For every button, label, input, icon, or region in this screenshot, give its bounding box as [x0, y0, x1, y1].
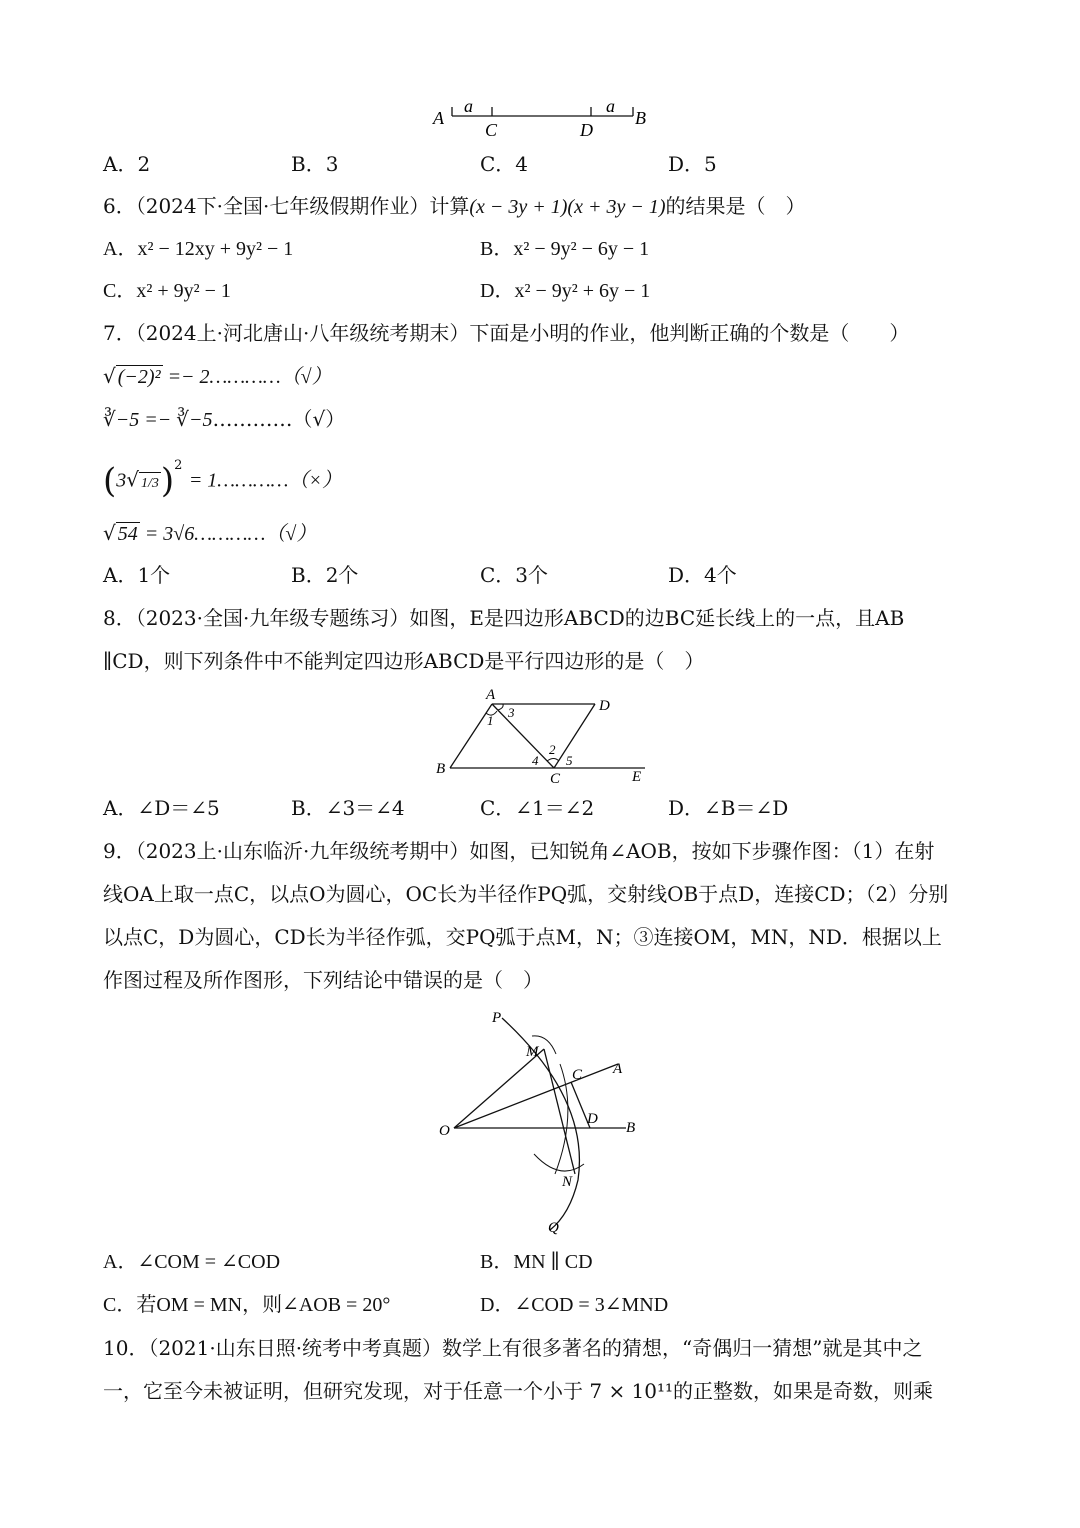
label-a-length-1: a	[464, 96, 473, 116]
q6-stem-pre: 6．（2024下·全国·七年级假期作业）计算	[103, 194, 470, 218]
q7-stem: 7．（2024上·河北唐山·八年级统考期末）下面是小明的作业，他判断正确的个数是（ ）	[103, 321, 910, 345]
fig9-label-m: M	[526, 1044, 539, 1060]
q7-row-4-radicand: 54	[117, 523, 138, 545]
q7-row-1	[103, 362, 332, 391]
q6-option-a[interactable]: A．x² − 12xy + 9y² − 1	[103, 238, 294, 260]
q7-row-3-rest: = 1…………（×）	[188, 469, 342, 492]
q9-stem-line-2: 线OA上取一点C，以点O为圆心，OC长为半径作PQ弧，交射线OB于点D，连接CD；（2）分别	[103, 882, 949, 906]
fig8-angle-1: 1	[487, 713, 494, 728]
q5-option-c[interactable]: C．4	[480, 152, 529, 176]
fig8-label-c: C	[550, 771, 561, 787]
fig9-label-p: P	[492, 1010, 502, 1026]
q8-stem-line-2: ∥CD，则下列条件中不能判定四边形ABCD是平行四边形的是（ ）	[103, 649, 705, 673]
q7-option-a[interactable]: A．1个	[103, 563, 171, 587]
fig9-label-b: B	[626, 1120, 636, 1136]
fig9-label-q: Q	[548, 1220, 559, 1236]
q9-option-b[interactable]: B．MN ∥ CD	[480, 1251, 593, 1273]
q9-stem-line-4: 作图过程及所作图形，下列结论中错误的是（ ）	[103, 968, 543, 992]
q10-stem-line-2: 一，它至今未被证明，但研究发现，对于任意一个小于 7 × 10¹¹的正整数，如果是奇数，则乘	[103, 1379, 934, 1403]
q7-row-4-rest: = 3√6…………（√）	[139, 523, 317, 545]
q7-row-2	[103, 405, 345, 434]
q7-row-1-rest: =− 2…………（√）	[162, 366, 332, 388]
sqrt-icon: √	[126, 467, 140, 492]
q7-row-3	[103, 458, 342, 502]
q5-option-d[interactable]: D．5	[668, 152, 717, 176]
q7-option-b[interactable]: B．2个	[291, 563, 359, 587]
fig8-label-e: E	[632, 769, 642, 785]
fig9-label-d: D	[587, 1111, 598, 1127]
fig8-angle-3: 3	[508, 705, 515, 720]
q10-stem-line-1: 10．（2021·山东日照·统考中考真题）数学上有很多著名的猜想，“奇偶归一猜想”就是其中之	[103, 1336, 923, 1360]
q8-option-a[interactable]: A．∠D＝∠5	[103, 796, 220, 820]
open-paren-icon: (	[103, 461, 117, 502]
q6-option-c[interactable]: C．x² + 9y² − 1	[103, 280, 231, 302]
q8-option-c[interactable]: C．∠1＝∠2	[480, 796, 595, 820]
label-c-point: C	[485, 120, 498, 140]
fig8-label-d: D	[599, 698, 610, 714]
q6-stem-post: 的结果是（ ）	[665, 194, 806, 218]
sqrt-icon: √	[103, 364, 116, 388]
q6-option-b[interactable]: B．x² − 9y² − 6y − 1	[480, 238, 650, 260]
q5-option-a[interactable]: A．2	[103, 152, 151, 176]
fig9-label-a: A	[613, 1061, 623, 1077]
q5-option-b[interactable]: B．3	[291, 152, 339, 176]
label-b-point: B	[635, 108, 646, 128]
label-a-point: A	[433, 108, 444, 128]
q7-row-4	[103, 519, 316, 548]
q8-option-d[interactable]: D．∠B＝∠D	[668, 796, 789, 820]
q7-row-2-rest: …………（√）	[212, 407, 346, 431]
q7-row-3-coef: 3	[116, 469, 127, 492]
q9-option-c[interactable]: C．若OM = MN，则∠AOB = 20°	[103, 1294, 391, 1316]
fig8-label-b: B	[436, 761, 446, 777]
q8-option-b[interactable]: B．∠3＝∠4	[291, 796, 405, 820]
q6-option-d[interactable]: D．x² − 9y² + 6y − 1	[480, 280, 651, 302]
q9-option-a[interactable]: A．∠COM = ∠COD	[103, 1251, 281, 1273]
fig8-angle-2: 2	[549, 742, 556, 757]
parallelogram-figure	[430, 684, 660, 788]
q7-row-3-frac: 1/3	[139, 472, 161, 495]
fig8-label-a: A	[486, 687, 496, 703]
label-d-point: D	[580, 120, 593, 140]
fig8-angle-5: 5	[566, 753, 573, 768]
segment-figure	[425, 96, 665, 144]
square-exponent-icon: 2	[174, 458, 183, 473]
fig8-angle-4: 4	[532, 753, 539, 768]
close-paren-icon: )	[160, 461, 175, 502]
q6-expression: (x − 3y + 1)(x + 3y − 1)	[469, 196, 666, 218]
sqrt-icon: √	[103, 521, 116, 545]
q7-row-1-radicand: (−2)²	[117, 366, 161, 388]
q9-stem-line-3: 以点C，D为圆心，CD长为半径作弧，交PQ弧于点M，N；③连接OM，MN，ND．根据以上	[103, 925, 942, 949]
q8-stem-line-1: 8．（2023·全国·九年级专题练习）如图，E是四边形ABCD的边BC延长线上的一点，且AB	[103, 606, 905, 630]
q9-option-d[interactable]: D．∠COD = 3∠MND	[480, 1294, 669, 1316]
angle-construction-figure	[430, 1004, 650, 1240]
q7-option-d[interactable]: D．4个	[668, 563, 737, 587]
fig9-label-n: N	[562, 1174, 573, 1190]
q6-stem	[103, 192, 805, 221]
q9-stem-line-1: 9．（2023上·山东临沂·九年级统考期中）如图，已知锐角∠AOB，按如下步骤作图：（1）在射	[103, 839, 935, 863]
q7-row-2-expr: ∛−5 =− ∛−5	[103, 409, 213, 431]
fig9-label-c: C	[572, 1067, 583, 1083]
q7-option-c[interactable]: C．3个	[480, 563, 549, 587]
fig9-label-o: O	[439, 1123, 450, 1139]
label-a-length-2: a	[606, 96, 615, 116]
